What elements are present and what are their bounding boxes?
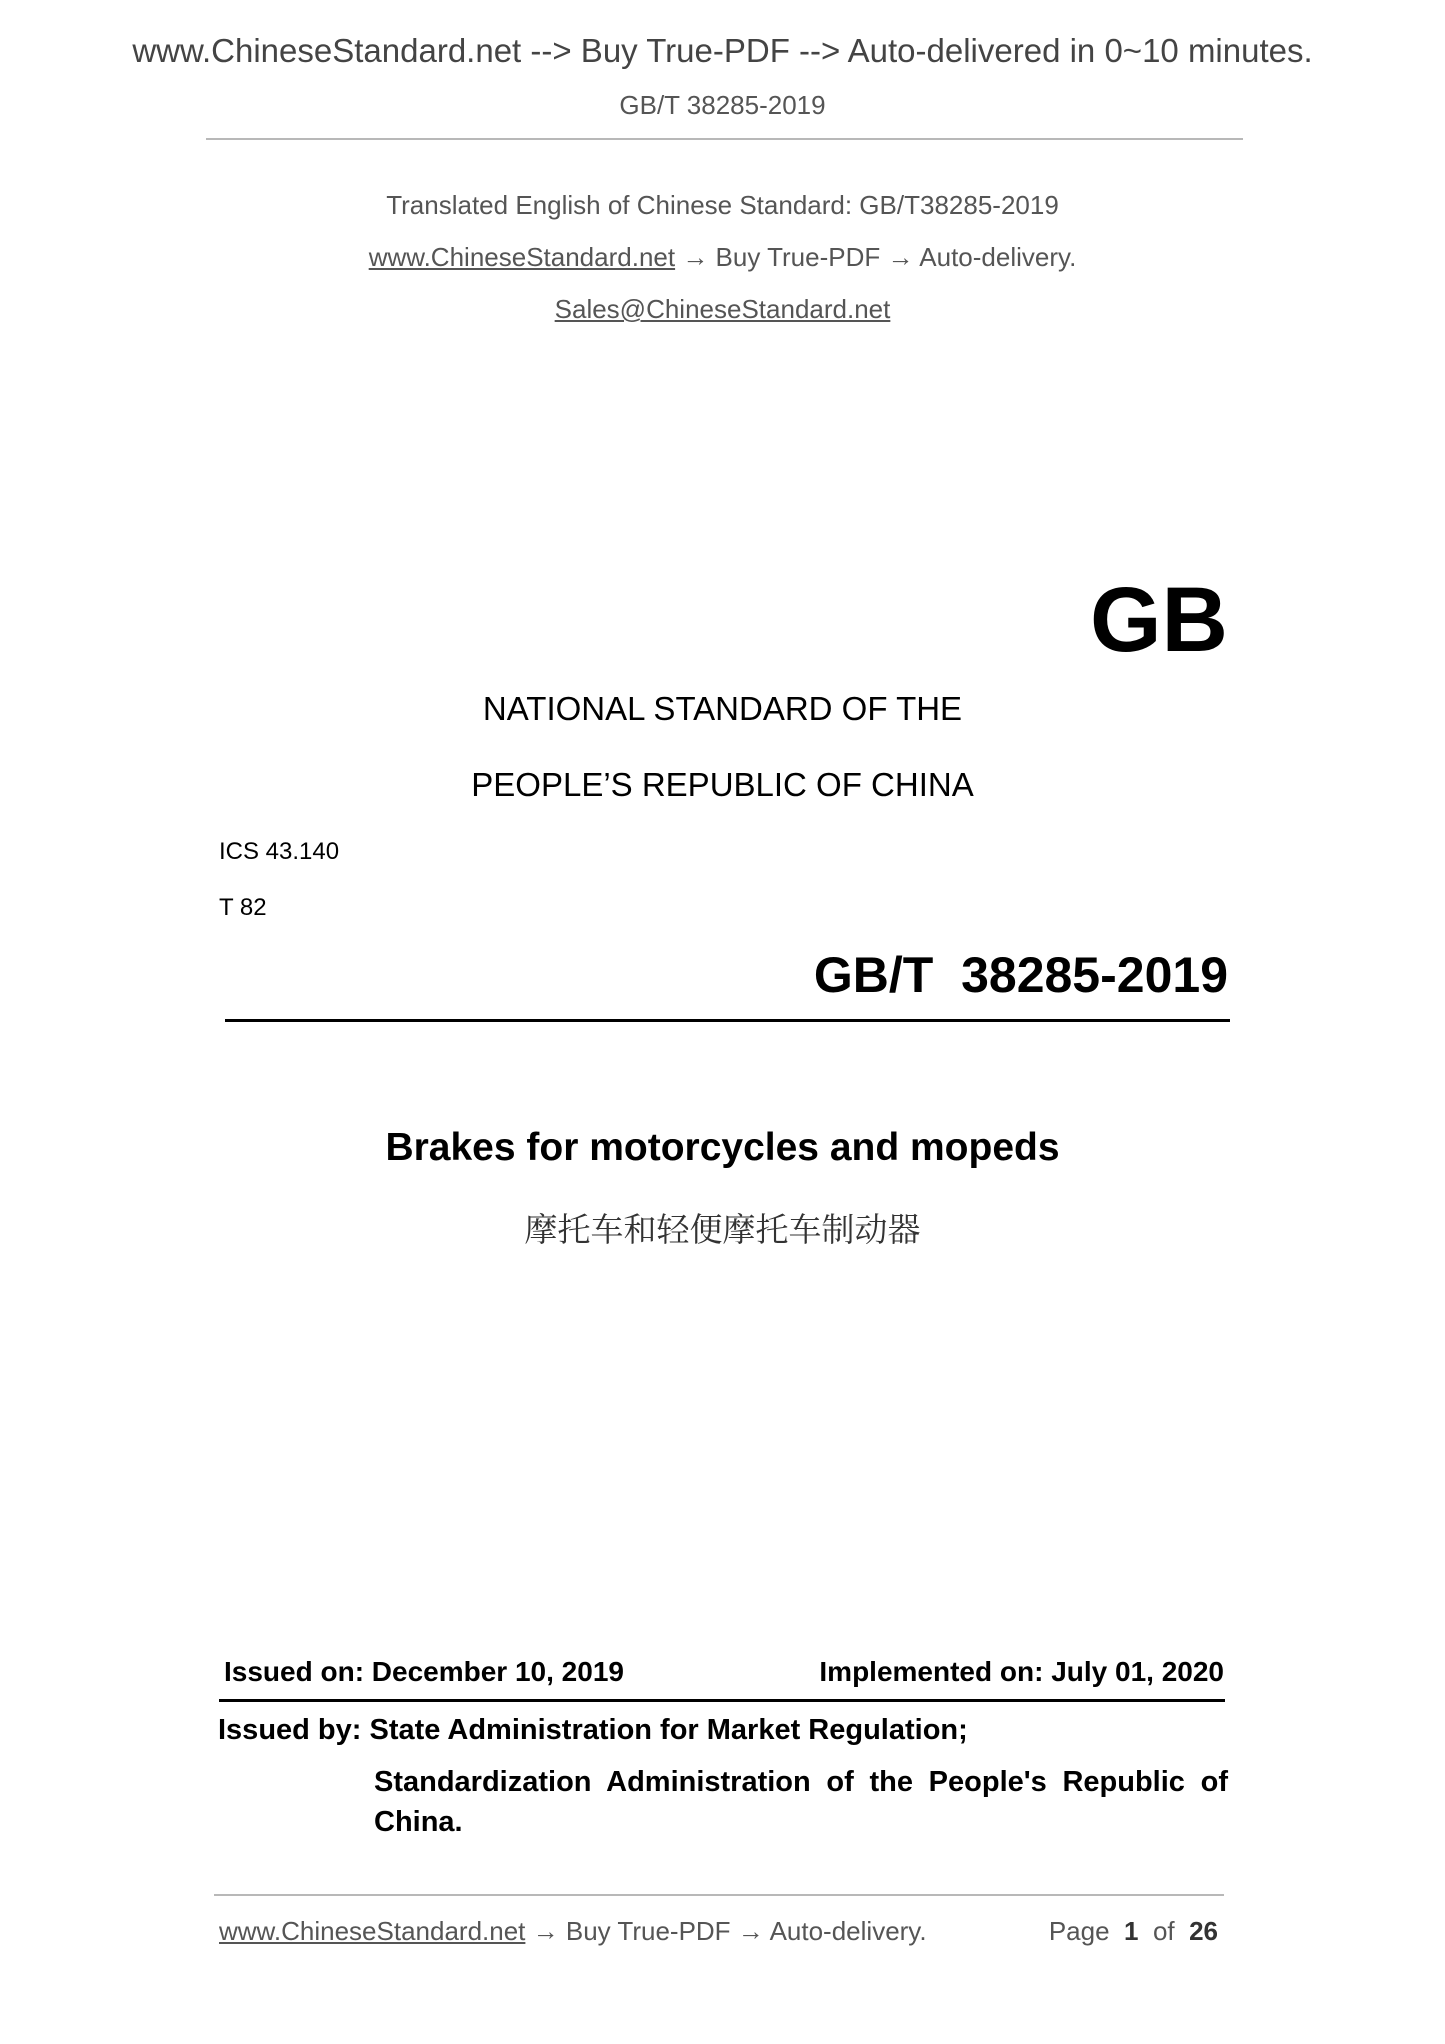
t-code: T 82 [219, 894, 267, 921]
footer-site-link[interactable]: www.ChineseStandard.net [219, 1916, 526, 1946]
header-divider [206, 138, 1243, 140]
national-standard-line-2: PEOPLE’S REPUBLIC OF CHINA [471, 766, 974, 803]
of-label: of [1152, 1916, 1175, 1946]
email-line [0, 294, 1445, 325]
title-chinese: 摩托车和轻便摩托车制动器 [524, 1210, 921, 1249]
standard-number-rule [225, 1019, 1230, 1022]
gb-mark: GB [1090, 569, 1228, 671]
promo-line-text: → Buy True-PDF → Auto-delivery. [675, 242, 1077, 272]
footer-divider [214, 1894, 1224, 1896]
top-banner: www.ChineseStandard.net --> Buy True-PDF --> Auto-delivered in 0~10 minutes. [132, 32, 1313, 69]
issuance-rule [219, 1699, 1225, 1702]
translation-note: Translated English of Chinese Standard: GB/T38285-2019 [386, 190, 1059, 220]
standard-number: GB/T 38285-2019 [813, 947, 1228, 1003]
page-number: 1 [1124, 1916, 1139, 1946]
page-total: 26 [1189, 1916, 1218, 1946]
implemented-on-date: Implemented on: July 01, 2020 [819, 1656, 1224, 1687]
issued-by-second-authority: Standardization Administration of the People's Republic of China. [374, 1766, 1228, 1838]
title-english: Brakes for motorcycles and mopeds [385, 1126, 1060, 1169]
page-label: Page [1048, 1916, 1110, 1946]
ics-code: ICS 43.140 [219, 838, 340, 865]
sales-email-link[interactable]: Sales@ChineseStandard.net [554, 294, 891, 324]
header-doc-number: GB/T 38285-2019 [619, 90, 826, 120]
national-standard-line-1: NATIONAL STANDARD OF THE [482, 690, 963, 727]
footer-promo-text: → Buy True-PDF → Auto-delivery. [525, 1916, 927, 1946]
issued-on-date: Issued on: December 10, 2019 [224, 1656, 624, 1687]
promo-line [0, 242, 1445, 273]
page-indicator [0, 1916, 1218, 1947]
issued-by: Issued by: State Administration for Market Regulation; [218, 1714, 968, 1746]
site-link[interactable]: www.ChineseStandard.net [368, 242, 676, 272]
